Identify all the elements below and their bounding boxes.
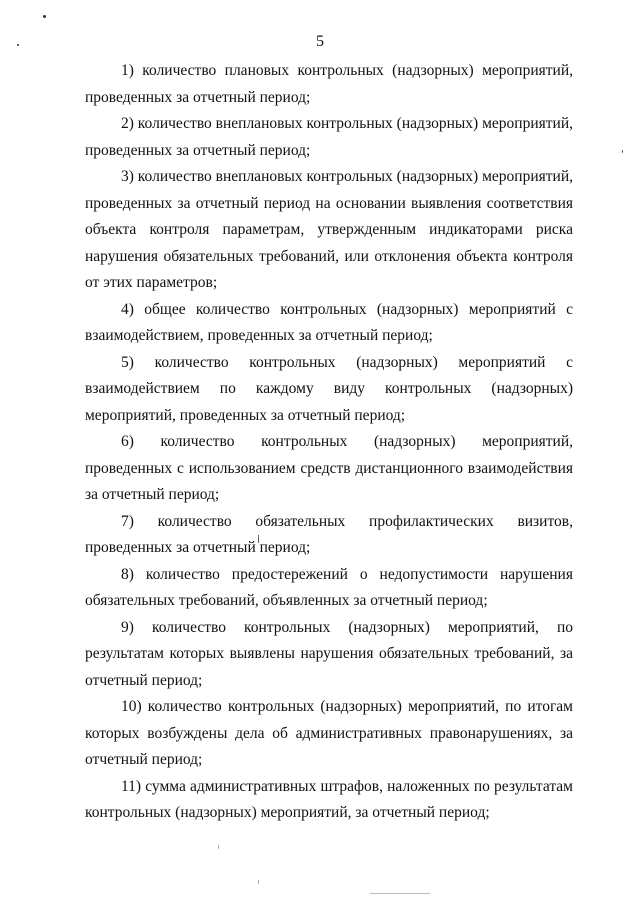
page-number: 5 xyxy=(316,33,324,50)
scan-speck xyxy=(370,893,430,894)
scan-speck xyxy=(258,880,259,884)
scan-speck xyxy=(43,15,46,18)
document-body xyxy=(85,58,573,827)
list-item: 7) количество обязательных профилактических визитов, проведенных за отчетный период; xyxy=(85,512,573,556)
list-item: 9) количество контрольных (надзорных) мероприятий, по результатам которых выявлены нарушения обязательных требований, за отчетный период; xyxy=(85,618,573,689)
scan-speck xyxy=(218,845,219,849)
list-item: 3) количество внеплановых контрольных (надзорных) мероприятий, проведенных за отчетный период на основании выявления соответствия объекта контроля параметрам, утвержденным индикаторами риска нарушения обязательных требований, или отклонения объекта контроля от этих параметров; xyxy=(85,168,573,291)
list-item: 8) количество предостережений о недопустимости нарушения обязательных требований, объявленных за отчетный период; xyxy=(85,565,573,609)
list-item: 5) количество контрольных (надзорных) мероприятий с взаимодействием по каждому виду контрольных (надзорных) мероприятий, проведенных за отчетный период; xyxy=(85,353,573,424)
list-item: 4) общее количество контрольных (надзорных) мероприятий с взаимодействием, проведенных за отчетный период; xyxy=(85,300,573,344)
list-item: 1) количество плановых контрольных (надзорных) мероприятий, проведенных за отчетный период; xyxy=(85,62,573,106)
scan-speck xyxy=(622,150,623,153)
list-item: 6) количество контрольных (надзорных) мероприятий, проведенных с использованием средств дистанционного взаимодействия за отчетный период; xyxy=(85,433,573,503)
list-item: 11) сумма административных штрафов, наложенных по результатам контрольных (надзорных) мероприятий, за отчетный период; xyxy=(85,777,573,821)
list-item: 10) количество контрольных (надзорных) мероприятий, по итогам которых возбуждены дела об административных правонарушениях, за отчетный период; xyxy=(85,698,573,768)
list-item: 2) количество внеплановых контрольных (надзорных) мероприятий, проведенных за отчетный период; xyxy=(85,115,573,159)
